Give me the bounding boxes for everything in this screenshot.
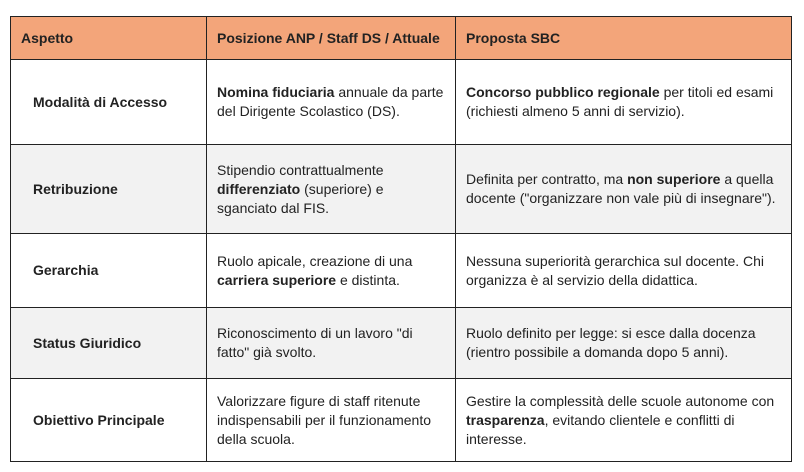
aspect-cell: Gerarchia	[11, 234, 207, 308]
cell-text: Valorizzare figure di staff ritenute indispensabili per il funzionamento della scuola.	[217, 392, 432, 447]
cell-text: Definita per contratto, ma	[466, 171, 628, 187]
anp-cell	[207, 145, 456, 234]
bold-text: non superiore	[627, 171, 721, 187]
cell-text: Ruolo definito per legge: si esce dalla docenza (rientro possibile a domanda dopo 5 anni).	[466, 325, 756, 360]
sbc-cell	[456, 379, 792, 462]
anp-cell	[207, 234, 456, 308]
header-proposta-sbc: Proposta SBC	[456, 17, 792, 60]
anp-cell	[207, 60, 456, 145]
cell-text: annuale da parte del Dirigente Scolastico (DS).	[217, 84, 444, 119]
header-posizione-anp: Posizione ANP / Staff DS / Attuale	[207, 17, 456, 60]
cell-text: Stipendio contrattualmente	[217, 161, 384, 178]
anp-cell	[207, 379, 456, 462]
comparison-table	[10, 16, 792, 462]
aspect-cell: Retribuzione	[11, 145, 207, 234]
header-aspetto: Aspetto	[11, 17, 207, 60]
cell-text: , evitando clientele e conflitti di interesse.	[466, 411, 735, 447]
sbc-cell	[456, 60, 792, 145]
cell-text: per titoli ed esami (richiesti almeno 5 anni di servizio).	[466, 84, 774, 119]
cell-text: Gestire la complessità delle scuole autonome con	[466, 392, 775, 409]
table-row	[11, 308, 792, 379]
aspect-cell: Obiettivo Principale	[11, 379, 207, 462]
cell-text: Ruolo apicale, creazione di una	[217, 252, 413, 269]
cell-text: e distinta.	[336, 271, 400, 288]
aspect-cell: Status Giuridico	[11, 308, 207, 379]
sbc-cell	[456, 308, 792, 379]
table-row	[11, 145, 792, 234]
header-row	[11, 17, 792, 60]
sbc-cell	[456, 145, 792, 234]
bold-text: differenziato	[217, 180, 301, 197]
bold-text: carriera superiore	[217, 271, 337, 288]
cell-text: a quella docente ("organizzare non vale più di insegnare").	[466, 171, 776, 206]
table-row	[11, 60, 792, 145]
cell-text: Nessuna superiorità gerarchica sul docente. Chi organizza è al servizio della didattica.	[466, 252, 765, 288]
sbc-cell	[456, 234, 792, 308]
bold-text: trasparenza	[466, 411, 545, 428]
table-row	[11, 379, 792, 462]
cell-text: Riconoscimento di un lavoro "di fatto" già svolto.	[217, 325, 413, 360]
table-row	[11, 234, 792, 308]
bold-text: Concorso pubblico regionale	[466, 84, 660, 100]
bold-text: Nomina fiduciaria	[217, 84, 335, 100]
aspect-cell: Modalità di Accesso	[11, 60, 207, 145]
anp-cell	[207, 308, 456, 379]
cell-text: (superiore) e sganciato dal FIS.	[217, 180, 384, 216]
